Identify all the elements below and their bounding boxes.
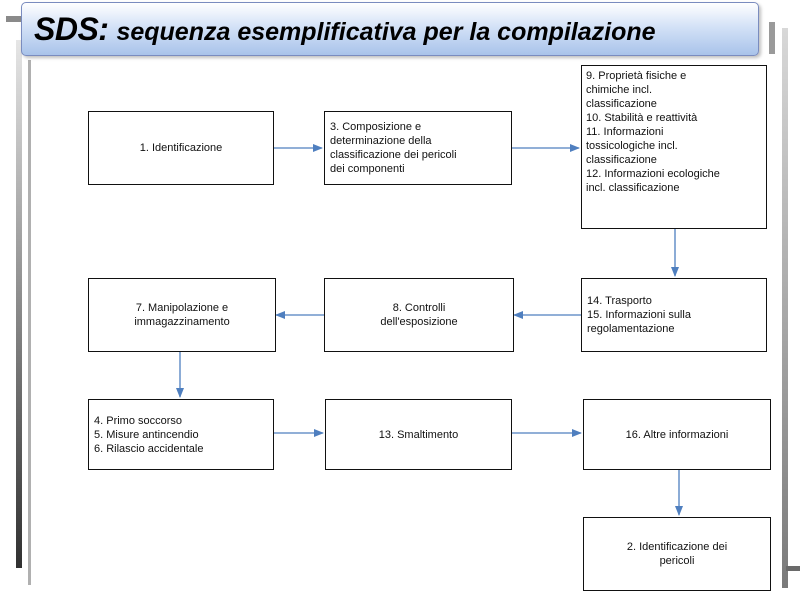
box-text-line: classificazione dei pericoli [330,149,457,161]
box-text [626,428,729,442]
box-text-line: 4. Primo soccorso [94,414,183,427]
box-text-line: 15. Informazioni sulla [587,309,691,321]
box-controlli-esposizione [324,278,514,352]
box-text [587,294,691,336]
box-text-line: 5. Misure antincendio [94,428,199,441]
flow-diagram [38,58,778,593]
box-altre-informazioni [583,399,771,470]
box-text-line: immagazzinamento [134,316,230,328]
box-text-line: 10. Stabilità e reattività [586,112,698,124]
box-text [586,69,762,195]
box-text [94,414,203,456]
box-text-line: dell'esposizione [380,316,458,328]
box-text-line: 12. Informazioni ecologiche [586,168,720,180]
box-text [380,301,457,329]
box-primo-soccorso [88,399,274,470]
slide-decoration-bottom-right [786,566,800,571]
title-subtitle: sequenza esemplificativa per la compilazione [116,18,656,46]
box-text-line: 13. Smaltimento [378,428,459,441]
box-text-line: 3. Composizione e [330,121,422,133]
box-text [134,301,229,329]
box-identificazione-pericoli [583,517,771,591]
slide-decoration-top-left [6,16,22,22]
box-trasporto [581,278,767,352]
box-text-line: 8. Controlli [392,302,446,314]
box-text-line: dei componenti [330,163,405,175]
box-text-line: chimiche incl. [586,84,653,96]
box-text [627,540,727,568]
box-text-line: 2. Identificazione dei [626,541,728,553]
box-text-line: determinazione della [330,135,432,147]
box-text-line: regolamentazione [587,323,675,335]
slide-decoration-right-top [769,22,775,54]
slide-decoration-left-line [28,60,31,585]
box-text-line: tossicologiche incl. [586,140,678,152]
box-text-line: 7. Manipolazione e [135,302,229,314]
box-text-line: 14. Trasporto [587,295,652,307]
box-text-line: classificazione [586,98,657,110]
box-text-line: 1. Identificazione [139,142,223,154]
box-text-line: 6. Rilascio accidentale [94,442,204,455]
slide-title [34,11,656,48]
box-text-line: 16. Altre informazioni [625,428,729,441]
title-banner [21,2,759,56]
box-text [330,120,457,176]
box-text-line: classificazione [586,154,657,166]
box-manipolazione [88,278,276,352]
box-text-line: 9. Proprietà fisiche e [586,70,687,82]
box-composizione [324,111,512,185]
title-main: SDS: [34,11,109,47]
box-text-line: 11. Informazioni [586,126,664,138]
slide-decoration-right-bar [782,28,788,588]
box-text [140,141,223,155]
box-text [379,428,458,442]
box-text-line: pericoli [659,555,695,567]
box-identificazione [88,111,274,185]
box-proprieta-fisiche [581,65,767,229]
box-text-line: incl. classificazione [586,182,680,194]
slide-decoration-left-bar [16,40,22,568]
box-smaltimento [325,399,512,470]
